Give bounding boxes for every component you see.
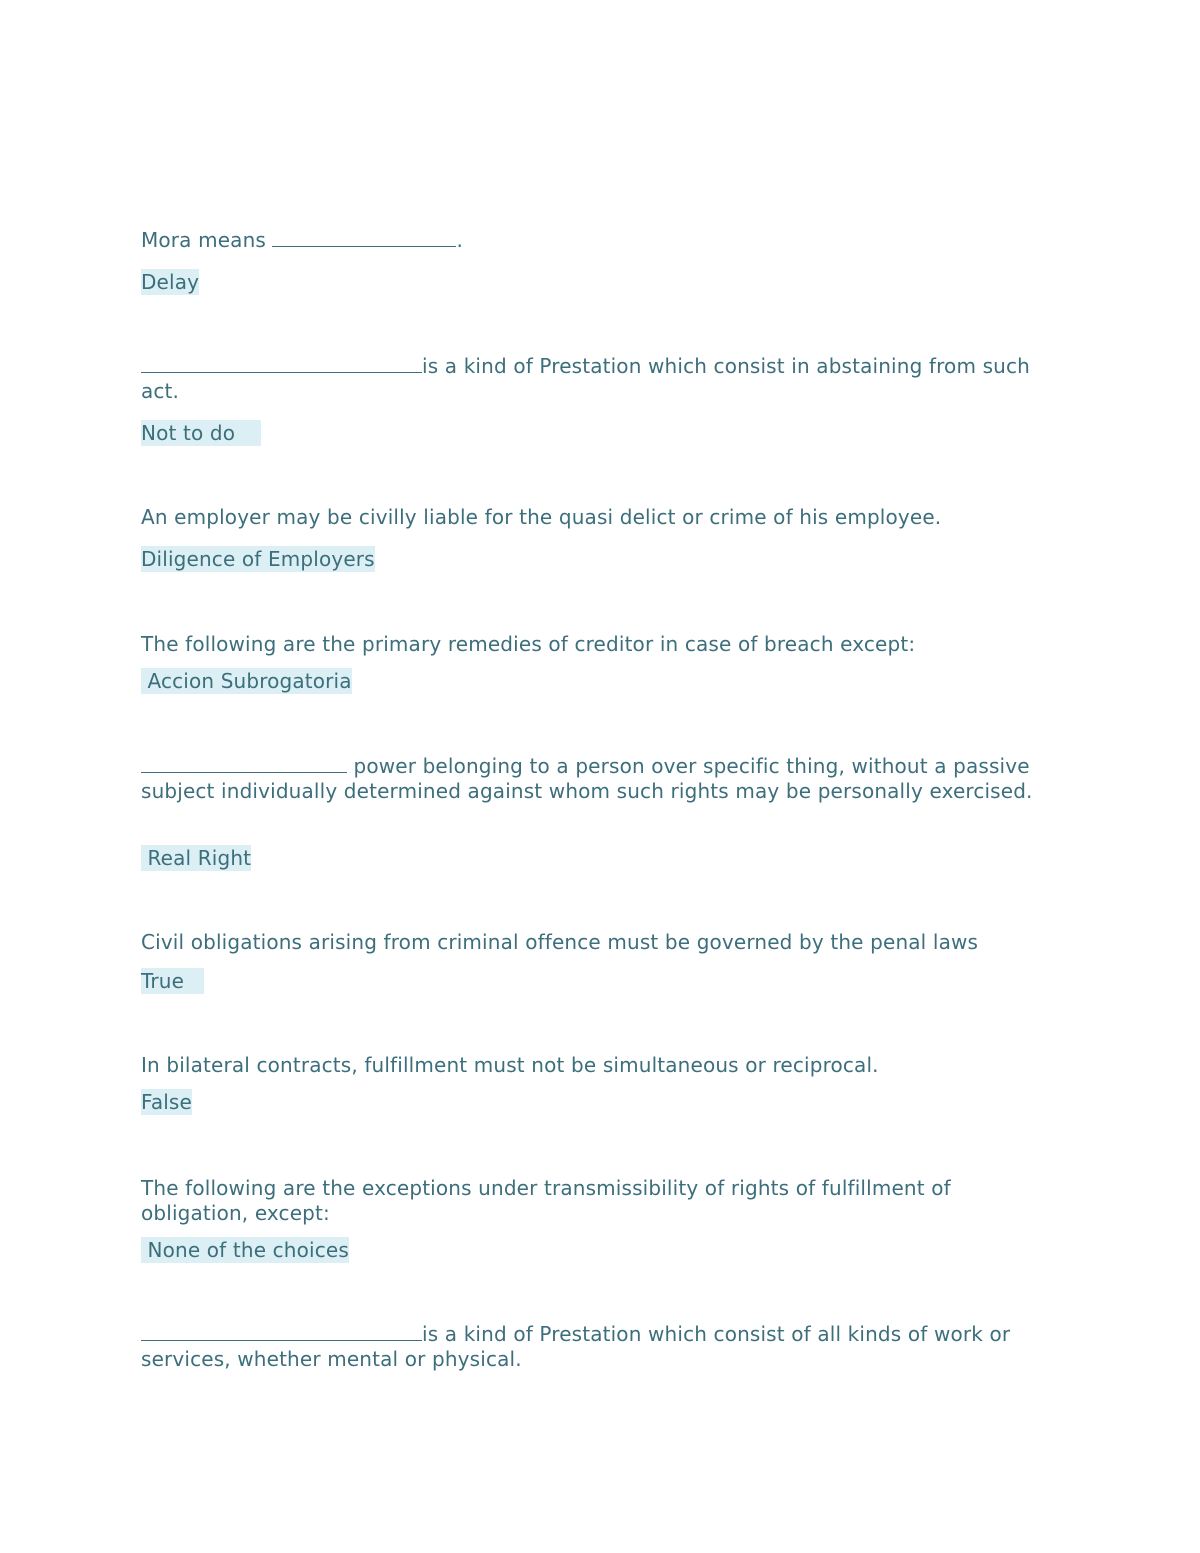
fill-in-blank xyxy=(272,228,456,247)
answer-8: None of the choices xyxy=(141,1238,349,1262)
fill-in-blank xyxy=(141,354,422,373)
answer-3: Diligence of Employers xyxy=(141,547,375,571)
question-1-period: . xyxy=(456,228,463,252)
question-1-text: Mora means xyxy=(141,228,273,252)
question-5-text: power belonging to a person over specific thing, without a passive subject individually determined against whom such rights may be personally exercised. xyxy=(141,754,1033,803)
answer-7: False xyxy=(141,1090,192,1114)
answer-5: Real Right xyxy=(141,846,252,870)
question-9 xyxy=(141,1322,1061,1372)
question-2-text: is a kind of Prestation which consist in abstaining from such act. xyxy=(141,354,1030,403)
answer-1: Delay xyxy=(141,270,200,294)
question-2 xyxy=(141,354,1061,404)
question-7: In bilateral contracts, fulfillment must not be simultaneous or reciprocal. xyxy=(141,1053,879,1077)
answer-6: True xyxy=(141,969,204,993)
question-8: The following are the exceptions under transmissibility of rights of fulfillment of obligation, except: xyxy=(141,1176,951,1225)
question-9-text: is a kind of Prestation which consist of all kinds of work or services, whether mental or physical. xyxy=(141,1322,1011,1371)
question-1 xyxy=(141,228,1061,253)
question-6: Civil obligations arising from criminal offence must be governed by the penal laws xyxy=(141,930,979,954)
answer-2: Not to do xyxy=(141,421,262,445)
question-4: The following are the primary remedies of creditor in case of breach except: xyxy=(141,632,916,656)
question-5 xyxy=(141,754,1061,804)
fill-in-blank xyxy=(141,1322,422,1341)
question-3: An employer may be civilly liable for the quasi delict or crime of his employee. xyxy=(141,505,942,529)
fill-in-blank xyxy=(141,754,347,773)
answer-4: Accion Subrogatoria xyxy=(141,669,352,693)
